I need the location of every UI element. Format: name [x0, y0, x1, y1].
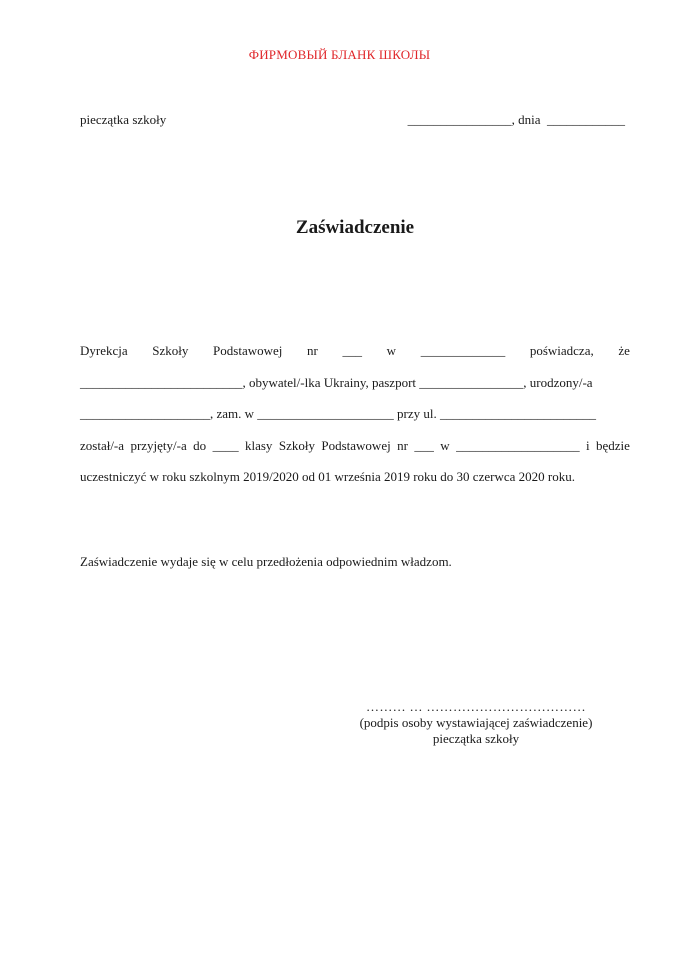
signature-line: ……… … ……………………………… — [366, 699, 586, 714]
word: przyjęty/-a — [130, 438, 187, 453]
word: poświadcza, — [529, 343, 594, 358]
signature-block — [346, 699, 606, 747]
school-number-blank: ___ — [414, 438, 434, 453]
closing-statement: Zaświadczenie wydaje się w celu przedłożenia odpowiednim władzom. — [80, 554, 452, 569]
word: Szkoły — [278, 438, 315, 453]
signature-stamp-label: pieczątka szkoły — [432, 731, 520, 746]
word: klasy — [244, 438, 273, 453]
word: w — [386, 343, 397, 358]
word: Dyrekcja — [80, 343, 128, 358]
school-stamp-label: pieczątka szkoły — [80, 112, 167, 127]
word: został/-a — [80, 438, 125, 453]
school-number-blank: ___ — [342, 343, 363, 358]
word: w — [440, 438, 450, 453]
signature-caption: (podpis osoby wystawiającej zaświadczenie) — [359, 715, 593, 730]
city-blank: _____________ — [420, 343, 506, 358]
word: że — [618, 343, 630, 358]
school-letterhead: ФИРМОВЫЙ БЛАНК ШКОЛЫ — [248, 47, 431, 62]
word: Szkoły — [152, 343, 189, 358]
word: będzie — [596, 438, 630, 453]
word: nr — [397, 438, 408, 453]
word: Podstawowej — [213, 343, 283, 358]
city-blank: ___________________ — [456, 438, 580, 453]
document-title: Zaświadczenie — [295, 217, 415, 238]
body-line-2: _________________________, obywatel/-lka Ukrainy, paszport ________________, urodzony/-a — [80, 375, 593, 390]
body-line-3: ____________________, zam. w _____________________ przy ul. ________________________ — [80, 406, 597, 421]
word: Podstawowej — [321, 438, 391, 453]
body-line-5: uczestniczyć w roku szkolnym 2019/2020 od 01 września 2019 roku do 30 czerwca 2020 roku. — [80, 469, 575, 484]
word: do — [193, 438, 207, 453]
word: nr — [307, 343, 318, 358]
body-line-1 — [80, 343, 630, 359]
class-blank: ____ — [212, 438, 239, 453]
top-row — [80, 112, 625, 130]
body-line-4 — [80, 438, 630, 454]
word: i — [585, 438, 590, 453]
place-date-field: ________________, dnia ____________ — [407, 112, 625, 127]
